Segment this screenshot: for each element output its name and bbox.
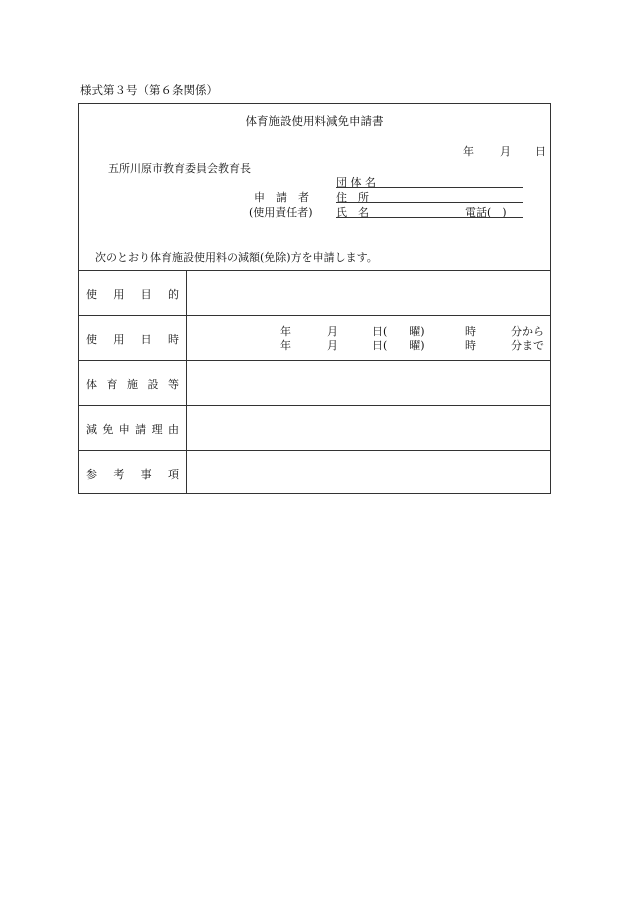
row-label-datetime — [86, 331, 179, 347]
phone-label: 電話( ) — [465, 206, 507, 219]
address-field[interactable] — [336, 202, 523, 203]
facility-field[interactable] — [187, 361, 551, 405]
label-char: 用 — [113, 288, 125, 301]
address-label: 住 所 — [336, 191, 369, 204]
row-label-remarks — [86, 466, 179, 482]
purpose-field[interactable] — [187, 271, 551, 315]
start-minute[interactable]: 分から — [511, 325, 544, 338]
start-hour[interactable]: 時 — [465, 325, 476, 338]
label-char: 使 — [86, 288, 97, 301]
row-divider — [79, 315, 550, 316]
label-char: 申 — [118, 423, 130, 436]
label-char: 参 — [86, 468, 97, 481]
label-char: 免 — [102, 423, 114, 436]
label-char: 的 — [167, 288, 179, 301]
responsible-person-label: (使用責任者) — [249, 206, 313, 219]
org-name-label: 団 体 名 — [336, 176, 376, 189]
reason-field[interactable] — [187, 406, 551, 450]
row-label-facility — [86, 376, 179, 392]
date-year[interactable]: 年 — [463, 145, 474, 158]
label-char: 請 — [135, 423, 147, 436]
end-day[interactable]: 日( 曜) — [372, 339, 425, 352]
date-day[interactable]: 日 — [535, 145, 546, 158]
org-name-field[interactable] — [336, 187, 523, 188]
applicant-label: 申 請 者 — [254, 191, 309, 204]
remarks-field[interactable] — [187, 451, 551, 494]
label-char: 用 — [113, 333, 125, 346]
statement: 次のとおり体育施設使用料の減額(免除)方を申請します。 — [95, 251, 378, 264]
label-char: 等 — [168, 378, 179, 391]
label-char: 時 — [167, 333, 179, 346]
label-char: 事 — [140, 468, 152, 481]
addressee: 五所川原市教育委員会教育長 — [108, 162, 251, 175]
label-char: 考 — [113, 468, 125, 481]
start-month[interactable]: 月 — [327, 325, 338, 338]
name-phone-field[interactable] — [336, 217, 523, 218]
application-form — [78, 103, 551, 494]
label-char: 理 — [151, 423, 163, 436]
start-day[interactable]: 日( 曜) — [372, 325, 425, 338]
label-char: 項 — [167, 468, 179, 481]
end-year[interactable]: 年 — [280, 339, 291, 352]
label-char: 育 — [106, 378, 118, 391]
name-label: 氏 名 — [336, 206, 369, 219]
row-label-purpose — [86, 286, 179, 302]
end-minute[interactable]: 分まで — [511, 339, 544, 352]
label-char: 施 — [127, 378, 138, 391]
start-year[interactable]: 年 — [280, 325, 291, 338]
form-title: 体育施設使用料減免申請書 — [245, 114, 384, 128]
end-hour[interactable]: 時 — [465, 339, 476, 352]
label-char: 設 — [147, 378, 159, 391]
label-char: 減 — [86, 423, 97, 436]
label-char: 体 — [86, 378, 97, 391]
form-code: 様式第３号（第６条関係） — [80, 83, 218, 97]
end-month[interactable]: 月 — [327, 339, 338, 352]
date-month[interactable]: 月 — [500, 145, 511, 158]
label-char: 由 — [167, 423, 179, 436]
label-char: 目 — [140, 288, 152, 301]
row-label-reason — [86, 421, 179, 437]
label-char: 日 — [140, 333, 152, 346]
label-char: 使 — [86, 333, 97, 346]
